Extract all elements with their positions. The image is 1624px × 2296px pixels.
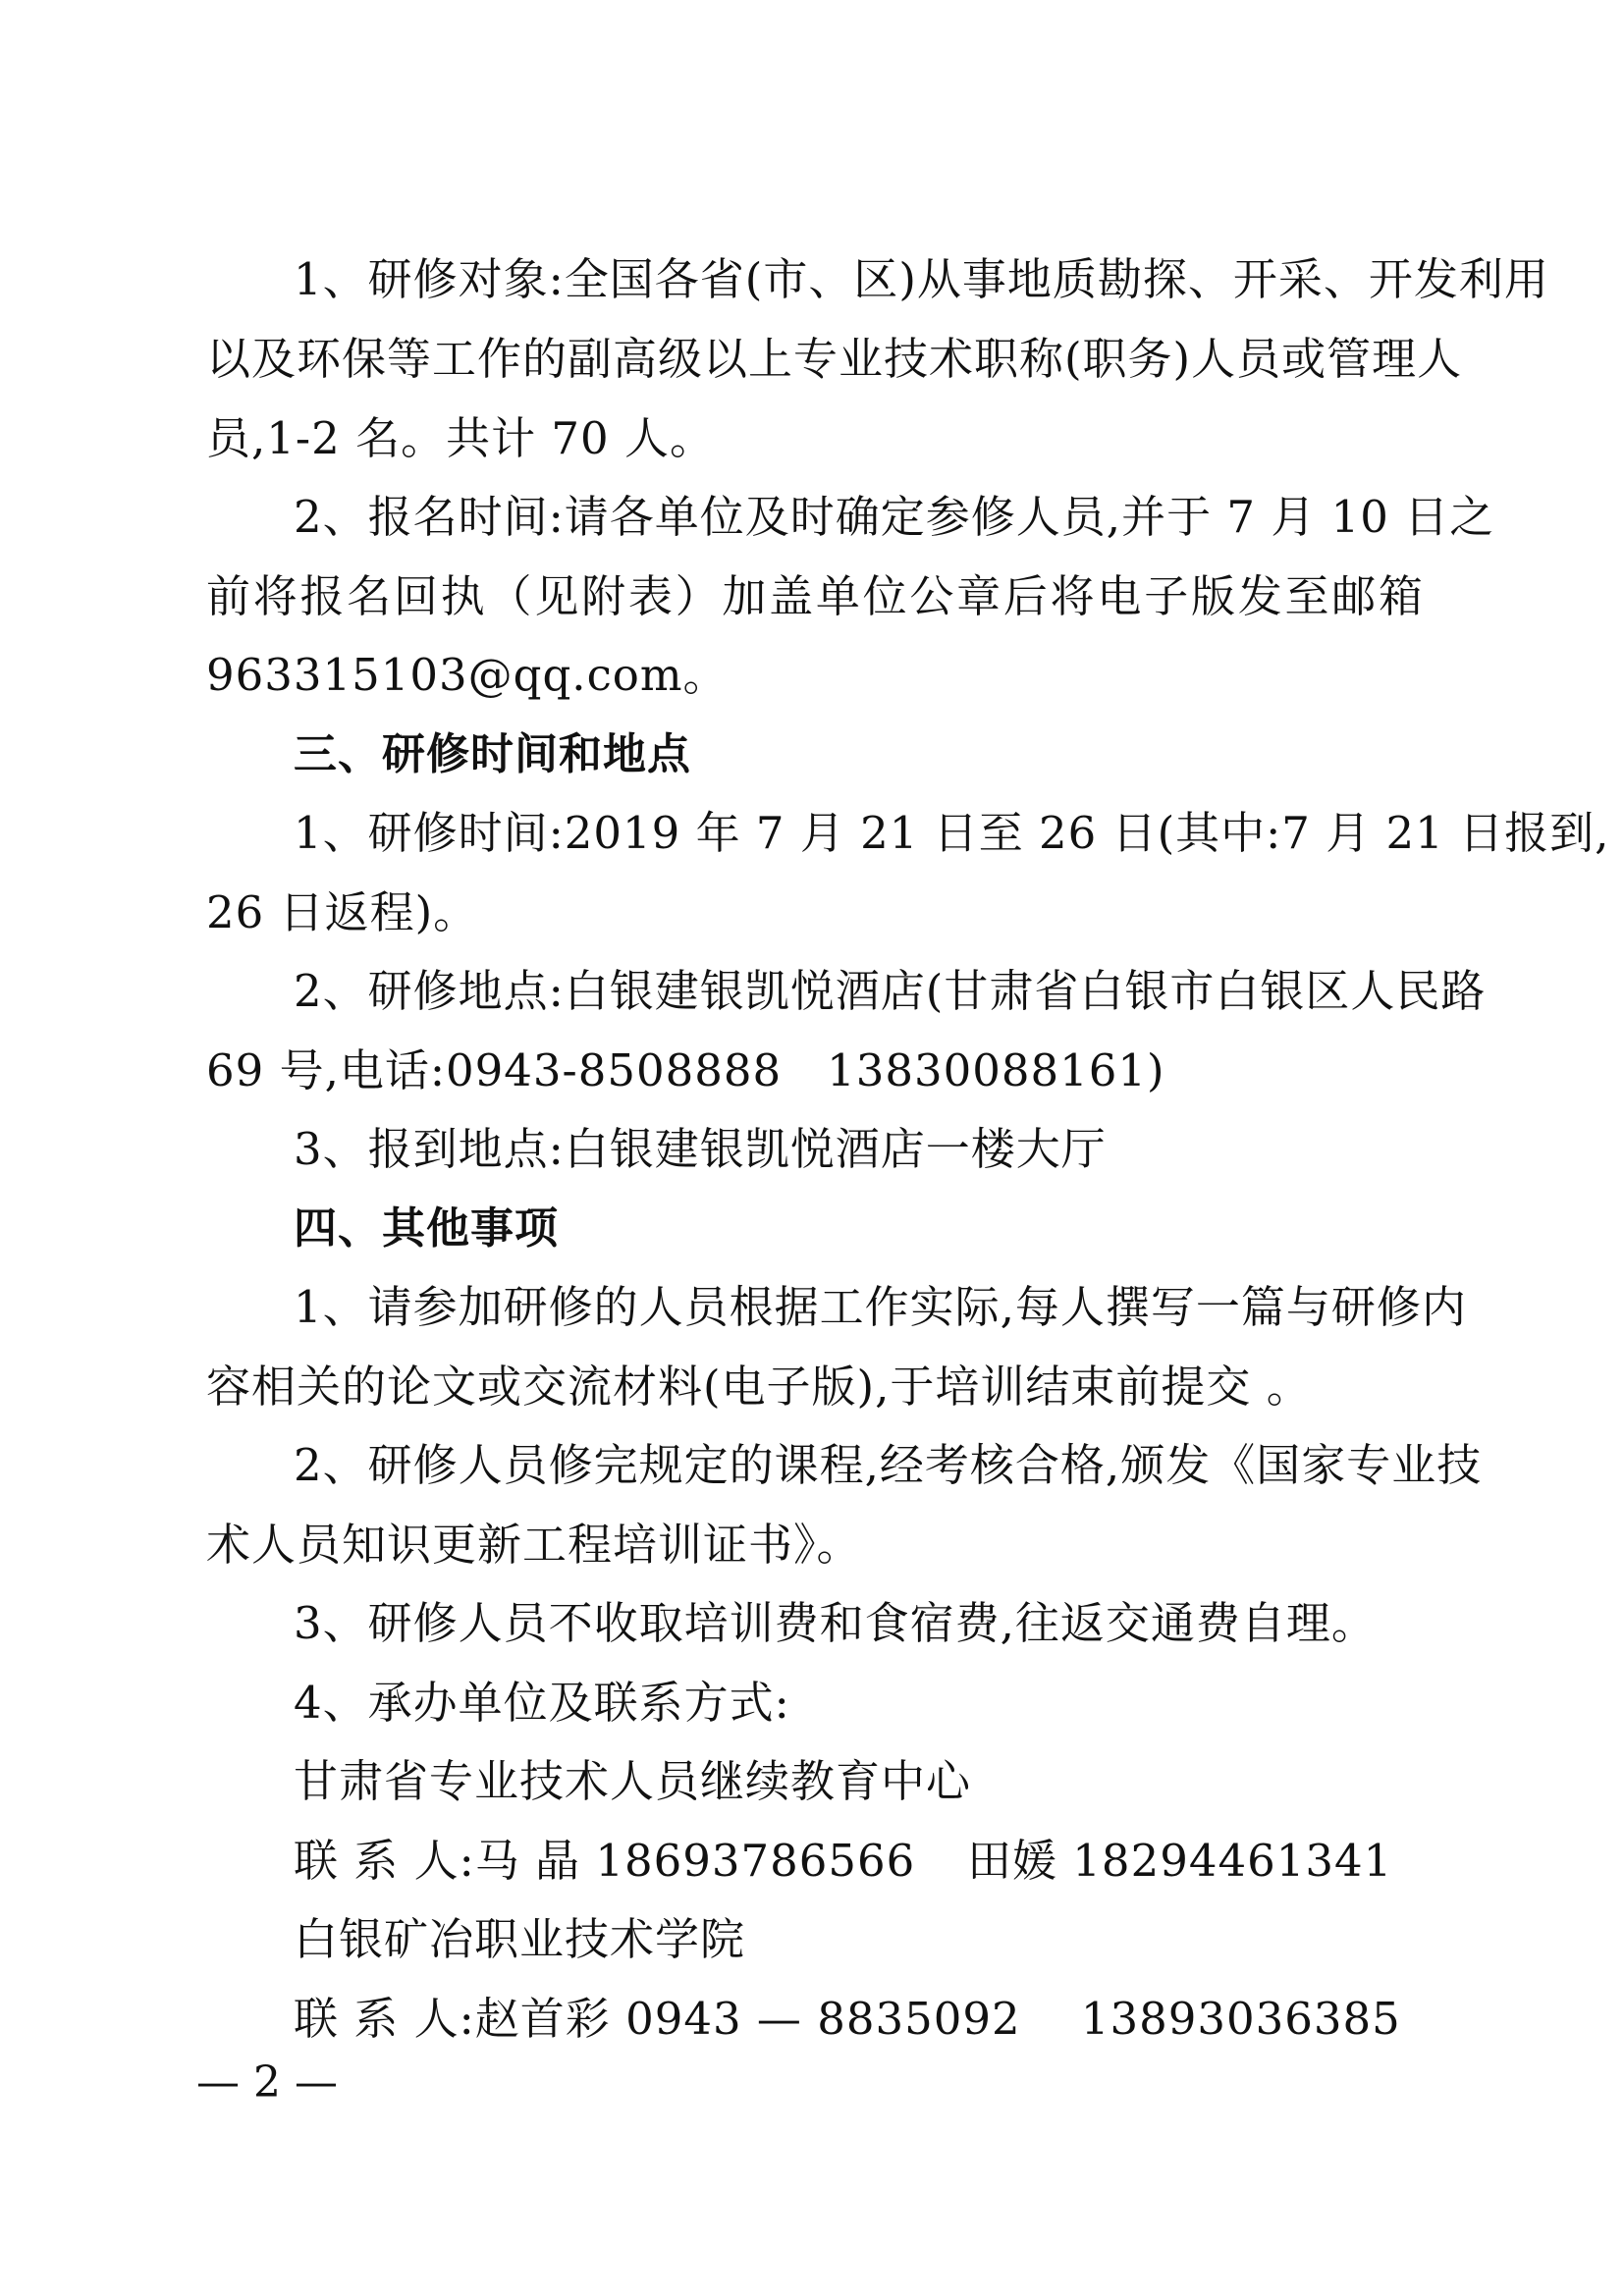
section3-item2-line2: 69 号,电话:0943-8508888 13830088161) bbox=[206, 1044, 1165, 1096]
section3-item3: 3、报到地点:白银建银凯悦酒店一楼大厅 bbox=[294, 1123, 1107, 1175]
section4-item1-line1: 1、请参加研修的人员根据工作实际,每人撰写一篇与研修内 bbox=[294, 1281, 1467, 1333]
item2-line2: 前将报名回执（见附表）加盖单位公章后将电子版发至邮箱 bbox=[206, 570, 1424, 622]
contact-1-primary: 联 系 人:马 晶 18693786566 bbox=[294, 1835, 916, 1887]
item2-line1: 2、报名时间:请各单位及时确定参修人员,并于 7 月 10 日之 bbox=[294, 491, 1495, 543]
item1-line3: 员,1-2 名。共计 70 人。 bbox=[206, 412, 715, 464]
section3-item2-line1: 2、研修地点:白银建银凯悦酒店(甘肃省白银市白银区人民路 bbox=[294, 965, 1487, 1017]
contact-2: 联 系 人:赵首彩 0943 — 8835092 13893036385 bbox=[294, 1993, 1401, 2045]
item1-line1: 1、研修对象:全国各省(市、区)从事地质勘探、开采、开发利用 bbox=[294, 253, 1549, 305]
organizer-1: 甘肃省专业技术人员继续教育中心 bbox=[294, 1755, 972, 1807]
item1-line2: 以及环保等工作的副高级以上专业技术职称(职务)人员或管理人 bbox=[206, 333, 1463, 385]
section3-heading: 三、研修时间和地点 bbox=[294, 729, 691, 779]
section3-item1-line1: 1、研修时间:2019 年 7 月 21 日至 26 日(其中:7 月 21 日报到, bbox=[294, 807, 1610, 859]
section3-item1-line2: 26 日返程)。 bbox=[206, 886, 479, 938]
section4-item1-line2: 容相关的论文或交流材料(电子版),于培训结束前提交 。 bbox=[206, 1361, 1312, 1413]
section4-item4: 4、承办单位及联系方式: bbox=[294, 1677, 790, 1729]
organizer-2: 白银矿冶职业技术学院 bbox=[294, 1913, 746, 1965]
section4-item2-line2: 术人员知识更新工程培训证书》。 bbox=[206, 1519, 862, 1571]
section4-item2-line1: 2、研修人员修完规定的课程,经考核合格,颁发《国家专业技 bbox=[294, 1439, 1483, 1491]
page-number: — 2 — bbox=[196, 2057, 338, 2108]
contact-1 bbox=[294, 1832, 915, 1891]
item2-line3: 963315103@qq.com。 bbox=[206, 649, 729, 701]
contact-1-secondary: 田媛 18294461341 bbox=[967, 1835, 1393, 1887]
section4-heading: 四、其他事项 bbox=[294, 1203, 559, 1254]
section4-item3: 3、研修人员不收取培训费和食宿费,往返交通费自理。 bbox=[294, 1597, 1377, 1649]
